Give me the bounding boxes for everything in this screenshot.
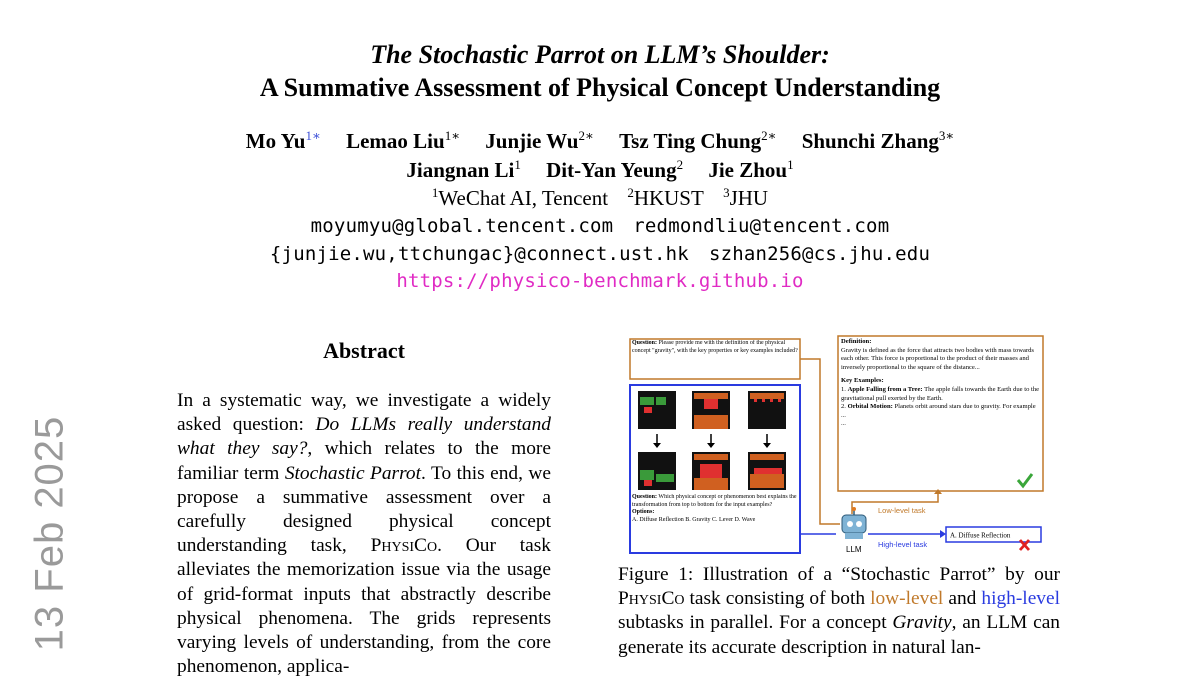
paper-title-line2: A Summative Assessment of Physical Concept Understanding bbox=[259, 73, 941, 102]
high-level-connector bbox=[800, 530, 946, 538]
author: Mo $Yu^{1∗}$ bbox=[245, 128, 321, 153]
author-list-row2 bbox=[0, 156, 1200, 184]
affiliation: $^1$WeChat AI, Tencent bbox=[431, 185, 609, 210]
high-level-task-label: High-level task bbox=[878, 540, 928, 549]
author: Tsz Ting Chung$^{2∗}$ bbox=[619, 128, 777, 153]
email[interactable]: redmondliu@tencent.com bbox=[633, 215, 890, 237]
abstract-heading: Abstract bbox=[323, 338, 405, 363]
affiliation: $^2$HKUST bbox=[627, 185, 704, 210]
author: Jiangnan Li$^1$ bbox=[406, 157, 521, 182]
author-list-row1 bbox=[0, 127, 1200, 155]
grid-output-bottom-1 bbox=[638, 452, 676, 490]
grid-input-top-3 bbox=[748, 391, 786, 429]
grid-input-top-1 bbox=[638, 391, 676, 429]
affiliations bbox=[0, 184, 1200, 212]
arxiv-date-text: 13 Feb 2025 bbox=[27, 415, 72, 652]
arxiv-date-stamp bbox=[18, 415, 78, 652]
grid-output-bottom-2 bbox=[692, 452, 730, 490]
email-row2 bbox=[0, 241, 1200, 268]
question-box-high-level: Question: Which physical concept or phenomenon best explains the transformation from top to bottom for the input examples? Options: A. Diffuse Reflection B. Gravity C. Lever D. Wave bbox=[630, 385, 800, 553]
email-row1 bbox=[0, 213, 1200, 240]
email[interactable]: {junjie.wu,ttchungac}@connect.ust.hk bbox=[269, 243, 689, 265]
grid-input-top-2 bbox=[692, 391, 730, 429]
llm-robot-icon bbox=[842, 507, 866, 539]
grid-output-bottom-3 bbox=[748, 452, 786, 490]
svg-text:A. Diffuse Reflection: A. Diffuse Reflection bbox=[950, 531, 1011, 540]
author: Dit-Yan Yeung$^2$ bbox=[546, 157, 684, 182]
project-url-link[interactable]: https://physico-benchmark.github.io bbox=[396, 270, 804, 292]
author: Junjie $Wu^{2∗}$ bbox=[485, 128, 594, 153]
paper-title-line1: The Stochastic Parrot on LLM’s Shoulder: bbox=[370, 40, 830, 69]
high-level-answer-box bbox=[946, 527, 1041, 542]
email[interactable]: moyumyu@global.tencent.com bbox=[310, 215, 614, 237]
abstract-body: In a systematic way, we investigate a widely asked question: Do LLMs really understand what they say?, which relates to the more familiar term Stochastic Parrot. To this end, we propose a summative assessment over a carefully designed physical concept understanding task, PhysiCo. Our task alleviates the memorization issue via the usage of grid-format inputs that abstractly describe physical phenomena. The grids represents varying levels of understanding, from the core phenomenon, applica- bbox=[177, 390, 552, 678]
low-level-task-label: Low-level task bbox=[878, 506, 926, 515]
definition-answer-box: Definition: Gravity is defined as the force that attracts two bodies with mass towards each other. This force is proportional to the product of their masses and inversely proportional to the square of the distance... Key Examples: 1. Apple Falling from a Tree: The apple falls towards the Earth due to the gravitational pull exerted by the Earth. 2. Orbital Motion: Planets orbit around stars due to gravity. For example ... ... bbox=[838, 336, 1043, 491]
figure-1-illustration bbox=[620, 334, 1060, 558]
author: Shunchi Zhang$^{3∗}$ bbox=[801, 128, 955, 153]
author: Jie Zhou$^1$ bbox=[708, 157, 794, 182]
author: Lemao Liu$^{1∗}$ bbox=[346, 128, 461, 153]
question-box-low-level: Question: Please provide me with the definition of the physical concept "gravity", with the key properties or key examples included? bbox=[630, 339, 800, 379]
llm-label: LLM bbox=[846, 545, 862, 554]
figure-1-caption: Figure 1: Illustration of a “Stochastic Parrot” by our PhysiCo task consisting of both low-level and high-level subtasks in parallel. For a concept Gravity, an LLM can generate its accurate description in natural lan- bbox=[618, 564, 1060, 658]
affiliation: $^3$JHU bbox=[723, 185, 769, 210]
email[interactable]: szhan256@cs.jhu.edu bbox=[708, 243, 931, 265]
